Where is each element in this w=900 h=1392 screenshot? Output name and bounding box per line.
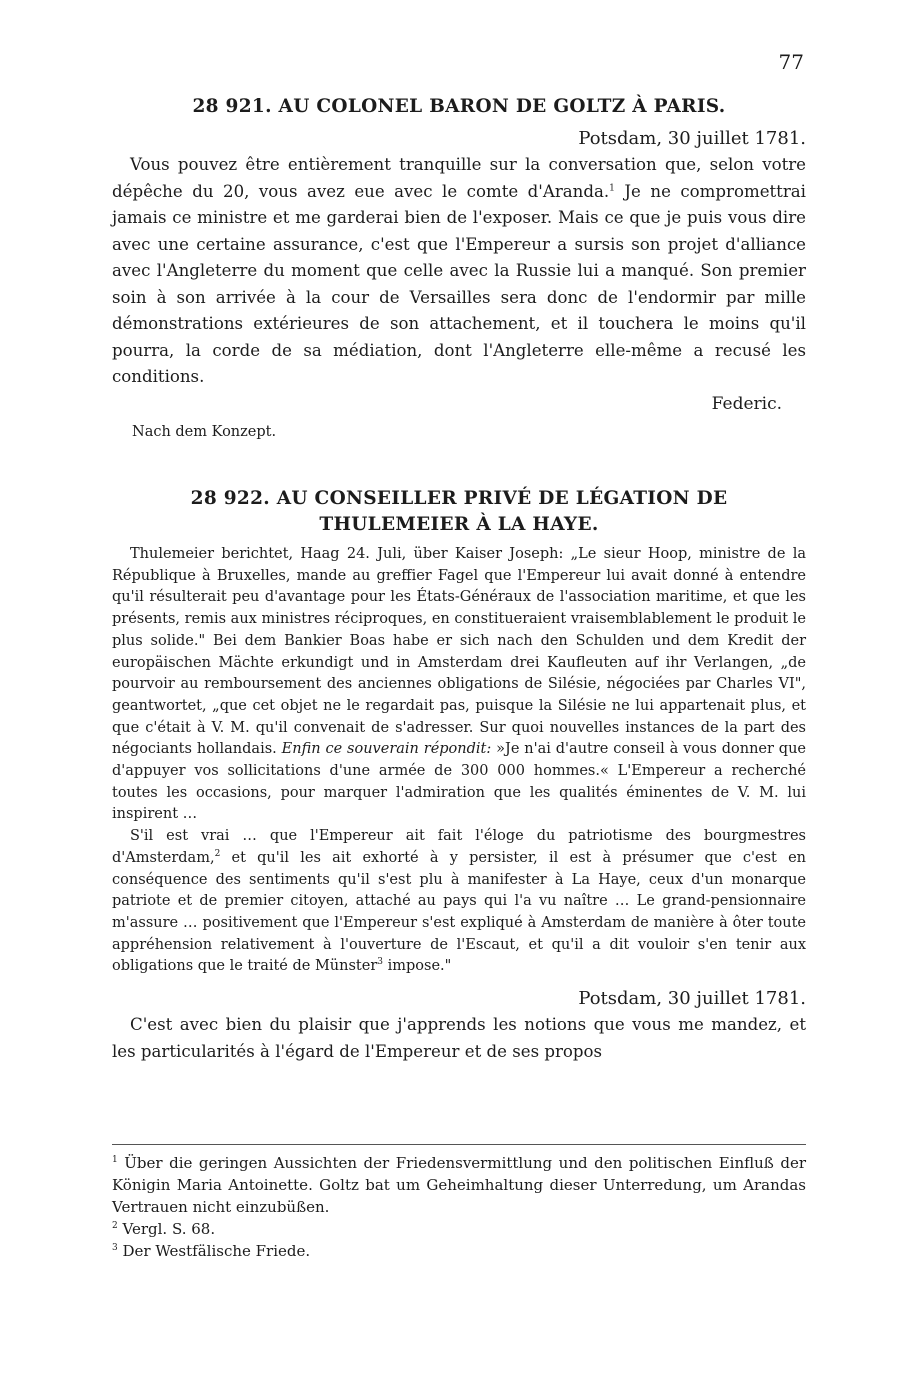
heading-line: 28 922. AU CONSEILLER PRIVÉ DE LÉGATION DE	[190, 488, 728, 509]
footnote-marker: 1	[609, 182, 615, 193]
report-summary	[112, 544, 806, 978]
footnote-marker: 2	[214, 849, 221, 860]
footnote-marker: 2	[112, 1221, 118, 1231]
footnote-text: Über die geringen Aussichten der Friedensvermittlung und den politischen Einfluß der Königin Maria Antoinette. Goltz bat um Geheimhaltung dieser Unterredung, um Arandas Vertrauen nicht einzubüßen.	[112, 1154, 806, 1216]
dateline: Potsdam, 30 juillet 1781.	[578, 128, 806, 149]
footnote-text: Der Westfälische Friede.	[122, 1242, 311, 1260]
summary-text: et qu'il les ait exhorté à y persister, il est à présumer que c'est en conséquence des sentiments qu'il s'est plu à manifester à La Haye, ceux d'un monarque patriote et de premier citoyen, attaché au pays qui l'a vu naître … Le grand-pensionnaire m'assure … positivement que l'Empereur s'est expliqué à Amsterdam de manière à ôter toute appréhension relativement à l'ouverture de l'Escaut, et qu'il a dit vouloir s'en tenir aux obligations que le traité de Münster	[112, 849, 806, 975]
summary-text-italic: Enfin ce souverain répondit:	[281, 741, 492, 758]
summary-text: Thulemeier berichtet, Haag 24. Juli, über Kaiser Joseph: „Le sieur Hoop, ministre de la République à Bruxelles, mande au greffier Fagel que l'Empereur lui avait donné à entendre qu'il résulterait peu d'avantage pour les États-Généraux de l'association maritime, et que les présents, remis aux ministres réciproques, en constitueraient vraisemblablement le produit le plus solide." Bei dem Bankier Boas habe er sich nach den Schulden und dem Kredit der europäischen Mächte erkundigt und in Amsterdam drei Kaufleuten auf ihr Verlangen, „de pourvoir au remboursement des anciennes obligations de Silésie, négociées par Charles VI", geantwortet, „que cet objet ne le regardait pas, puisque la Silésie ne lui appartenait plus, et que c'était à V. M. qu'il convenait de s'adresser. Sur quoi nouvelles instances de la part des négociants hollandais.	[112, 546, 806, 758]
footnote-marker: 1	[112, 1155, 118, 1165]
summary-text: S'il est vrai … que l'Empereur ait fait l'éloge du patriotisme des bourgmestres d'Amsterdam,	[112, 828, 806, 866]
footnote-marker: 3	[377, 957, 384, 968]
footnote-text: Vergl. S. 68.	[122, 1220, 216, 1238]
letter-28921	[112, 94, 806, 443]
letter-body	[112, 152, 806, 391]
letter-body	[112, 1012, 806, 1065]
footnote	[112, 1152, 806, 1218]
footnote-divider	[112, 1144, 806, 1145]
body-text: Vous pouvez être entièrement tranquille sur la conversation que, selon votre dépêche du 20, vous avez eue avec le comte d'Aranda.	[112, 155, 806, 201]
letter-28922	[112, 486, 806, 1065]
body-text: Je ne compromettrai jamais ce ministre et me garderai bien de l'exposer. Mais ce que je puis vous dire avec une certaine assurance, c'est que l'Empereur a sursis son projet d'alliance avec l'Angleterre du moment que celle avec la Russie lui a manqué. Son premier soin à son arrivée à la cour de Versailles sera donc de l'endormir par mille démonstrations extérieures de son attachement, et il touchera le moins qu'il pourra, la corde de sa médiation, dont l'Angleterre elle-même a recusé les conditions.	[112, 181, 806, 386]
footnote	[112, 1218, 806, 1240]
page-number: 77	[778, 50, 804, 74]
letter-heading	[112, 486, 806, 538]
source-note: Nach dem Konzept.	[132, 423, 277, 440]
footnotes	[112, 1152, 806, 1262]
letter-heading: 28 921. AU COLONEL BARON DE GOLTZ À PARIS.	[192, 96, 726, 117]
heading-line: THULEMEIER À LA HAYE.	[319, 514, 599, 535]
body-text: C'est avec bien du plaisir que j'apprends les notions que vous me mandez, et les particularités à l'égard de l'Empereur et de ses propos	[112, 1015, 806, 1061]
footnote	[112, 1240, 806, 1262]
summary-text: impose."	[383, 958, 452, 975]
dateline: Potsdam, 30 juillet 1781.	[578, 988, 806, 1010]
summary-text: »Je n'ai d'autre conseil à vous donner que d'appuyer vos sollicitations d'une armée de 300 000 hommes.« L'Empereur a recherché toutes les occasions, pour marquer l'admiration que les qualités éminentes de V. M. lui inspirent …	[112, 741, 807, 823]
footnote-marker: 3	[112, 1243, 118, 1253]
signature: Federic.	[711, 393, 782, 414]
